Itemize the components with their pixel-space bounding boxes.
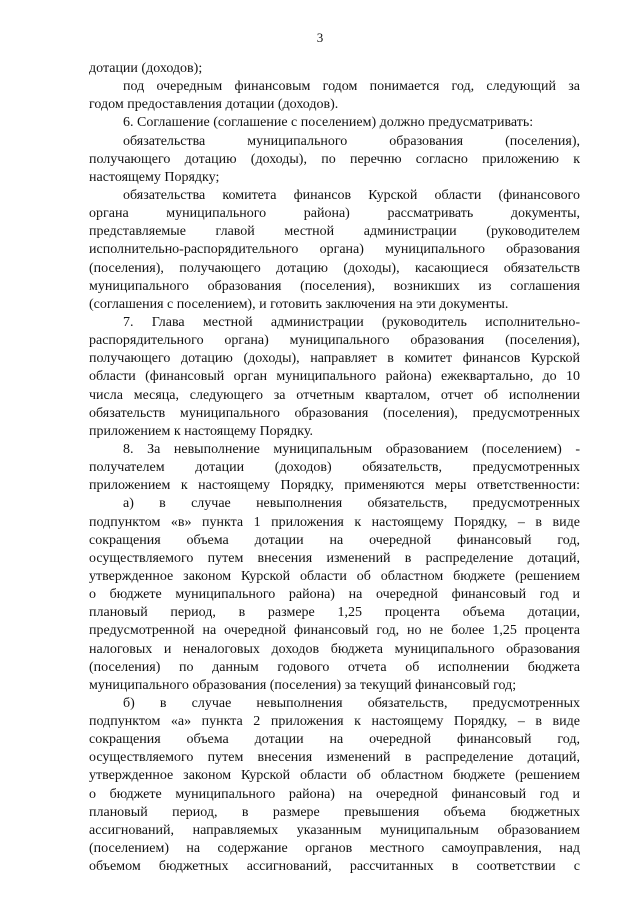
text-line: плановый период, в размере 1,25 процента объема дотации,: [89, 605, 580, 621]
text-line: о бюджете муниципального района) на очередной финансовый год и: [89, 786, 580, 802]
text-line: подпунктом «а» пункта 2 приложения к настоящему Порядку, – в виде: [89, 714, 580, 730]
text-line: предусмотренной на очередной финансовый год, но не более 1,25 процента: [89, 623, 580, 639]
text-line: осуществляемого путем внесения изменений в распределение дотаций,: [89, 550, 580, 566]
text-line: осуществляемого путем внесения изменений в распределение дотаций,: [89, 750, 580, 766]
text-line: утвержденное законом Курской области об областном бюджете (решением: [89, 568, 580, 584]
text-line: налоговых и неналоговых доходов бюджета муниципального образования: [89, 641, 580, 657]
text-line: числа месяца, следующего за отчетным кварталом, отчет об исполнении: [89, 387, 580, 403]
text-line: под очередным финансовым годом понимается год, следующий за: [123, 79, 580, 95]
text-line: обязательств муниципального образования (поселения), предусмотренных: [89, 405, 580, 421]
text-line: 8. За невыполнение муниципальным образованием (поселением) -: [123, 441, 580, 457]
text-line: сокращения объема дотации на очередной финансовый год,: [89, 732, 580, 748]
text-line: плановый период, в размере превышения объема бюджетных: [89, 804, 580, 820]
text-line: настоящему Порядку;: [89, 169, 220, 185]
text-line: представляемые главой местной администрации (руководителем: [89, 224, 580, 240]
page-number: 3: [316, 30, 324, 45]
text-line: сокращения объема дотации на очередной финансовый год,: [89, 532, 580, 548]
text-line: получающего дотацию (доходы), направляет в комитет финансов Курской: [89, 351, 580, 367]
text-line: а) в случае невыполнения обязательств, предусмотренных: [123, 496, 580, 512]
text-line: утвержденное законом Курской области об областном бюджете (решением: [89, 768, 580, 784]
text-line: обязательства комитета финансов Курской области (финансового: [123, 187, 580, 203]
text-line: (поселения) по данным годового отчета об исполнении бюджета: [89, 659, 580, 675]
text-line: получателем дотации (доходов) обязательств, предусмотренных: [89, 460, 580, 476]
text-line: (поселением) на содержание органов местного самоуправления, над: [89, 841, 580, 857]
text-line: подпунктом «в» пункта 1 приложения к настоящему Порядку, – в виде: [89, 514, 580, 530]
text-line: муниципального образования (поселения), возникших из соглашения: [89, 278, 580, 294]
text-line: исполнительно-распорядительного органа) муниципального образования: [89, 242, 580, 258]
text-line: органа муниципального района) рассматривать документы,: [89, 206, 580, 222]
text-line: б) в случае невыполнения обязательств, предусмотренных: [123, 695, 580, 711]
body-text: [89, 60, 580, 876]
text-line: распорядительного органа) муниципального образования (поселения),: [89, 333, 580, 349]
text-line: получающего дотацию (доходы), по перечню согласно приложению к: [89, 151, 580, 167]
text-line: (соглашения с поселением), и готовить заключения на эти документы.: [89, 296, 509, 312]
text-line: приложением к настоящему Порядку, применяются меры ответственности:: [89, 478, 580, 494]
text-line: области (финансовый орган муниципального района) ежеквартально, до 10: [89, 369, 580, 385]
text-line: муниципального образования (поселения) за текущий финансовый год;: [89, 677, 517, 693]
text-line: (поселения), получающего дотацию (доходы), касающиеся обязательств: [89, 260, 580, 276]
text-line: обязательства муниципального образования (поселения),: [123, 133, 580, 149]
text-line: объемом бюджетных ассигнований, рассчитанных в соответствии с: [89, 859, 580, 875]
text-line: 6. Соглашение (соглашение с поселением) должно предусматривать:: [123, 115, 534, 131]
text-line: ассигнований, направляемых указанным муниципальным образованием: [89, 822, 580, 838]
text-line: годом предоставления дотации (доходов).: [89, 97, 339, 113]
text-line: дотации (доходов);: [89, 61, 203, 76]
text-line: приложением к настоящему Порядку.: [89, 423, 313, 439]
text-line: 7. Глава местной администрации (руководитель исполнительно-: [123, 314, 580, 330]
text-line: о бюджете муниципального района) на очередной финансовый год и: [89, 587, 580, 603]
